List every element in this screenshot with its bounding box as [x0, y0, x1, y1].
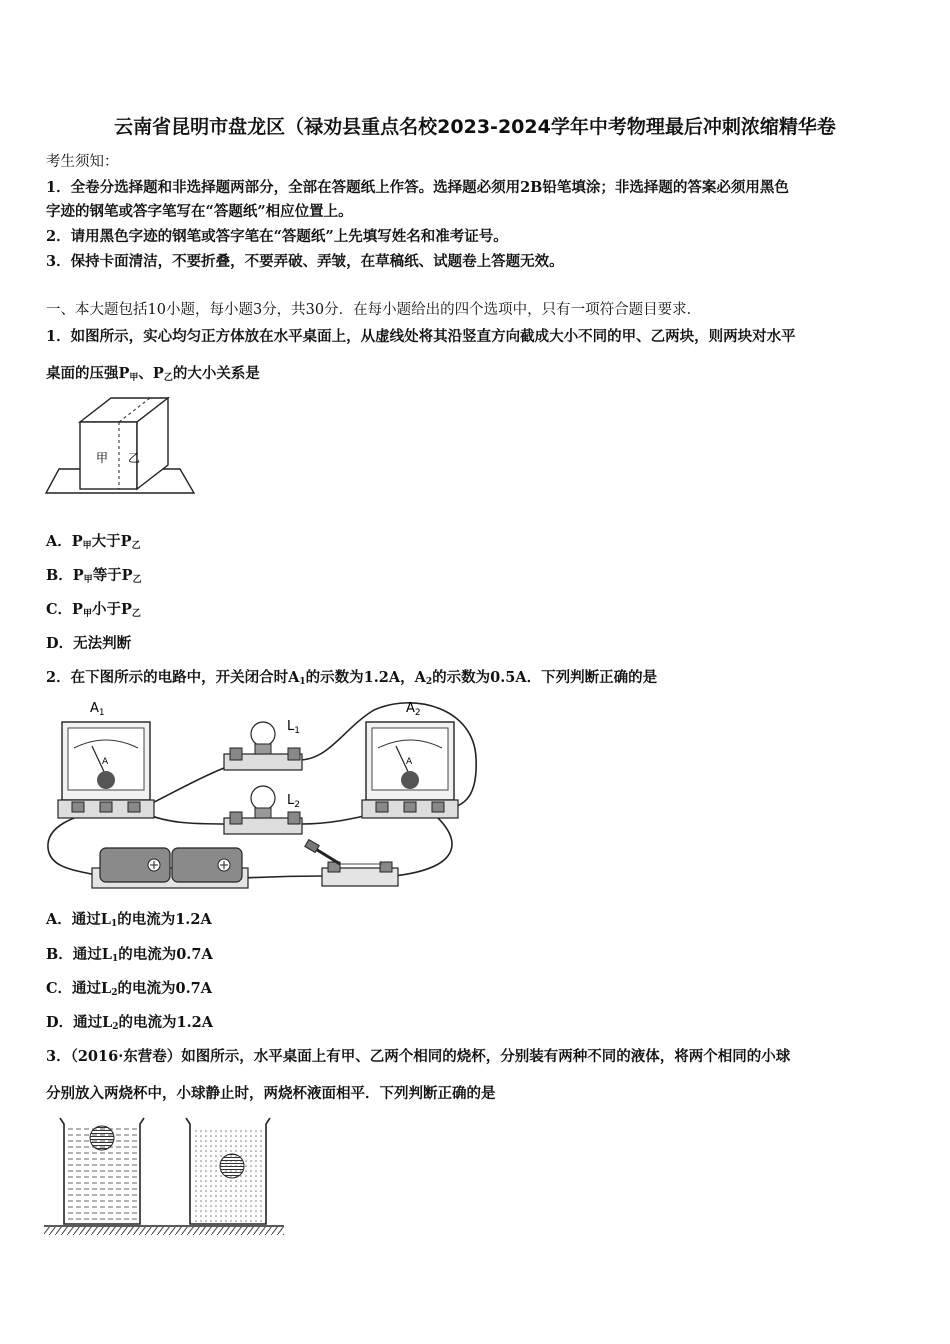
- svg-text:A: A: [406, 757, 413, 767]
- a2-label: $A_2$: [406, 701, 421, 718]
- q1-option-d[interactable]: D．无法判断: [46, 635, 132, 652]
- l1-label: $L_1$: [287, 719, 300, 736]
- notice-item-2: 2．请用黑色字迹的钢笔或答字笔在“答题纸”上先填写姓名和准考证号。: [46, 228, 508, 245]
- section-heading: 一、本大题包括10小题，每小题3分，共30分．在每小题给出的四个选项中，只有一项符合题目要求．: [46, 302, 702, 318]
- q3-stem-line1: 3．（2016·东营卷）如图所示，水平桌面上有甲、乙两个相同的烧杯，分别装有两种不同的液体，将两个相同的小球: [46, 1048, 791, 1065]
- q1-option-b[interactable]: B．$P_甲$等于$P_乙$: [46, 567, 142, 585]
- q1-option-c[interactable]: C．$P_甲$小于$P_乙$: [46, 601, 141, 619]
- q1-cube-figure: [44, 395, 196, 500]
- q2-circuit-figure: [44, 698, 490, 896]
- q1-option-a[interactable]: A．$P_甲$大于$P_乙$: [46, 533, 141, 551]
- q3-beakers-figure: [44, 1114, 284, 1236]
- battery-pack: [92, 848, 248, 888]
- q2-option-d[interactable]: D．通过$L_2$的电流为1.2A: [46, 1014, 214, 1032]
- lamp-l2: [224, 786, 302, 834]
- q1-stem-line2: 桌面的压强$P_甲$、$P_乙$的大小关系是: [46, 365, 260, 383]
- q2-option-c[interactable]: C．通过$L_2$的电流为0.7A: [46, 980, 212, 998]
- ammeter-a2: [362, 701, 458, 818]
- svg-text:A: A: [102, 757, 109, 767]
- notice-item-1-cont: 字迹的钢笔或答字笔写在“答题纸”相应位置上。: [46, 203, 353, 220]
- q2-stem: 2．在下图所示的电路中，开关闭合时$A_1$的示数为1.2A，$A_2$的示数为0.5A．下列判断正确的是: [46, 669, 658, 687]
- beaker-jia: [60, 1118, 144, 1224]
- l2-label: $L_2$: [287, 793, 300, 810]
- q2-option-b[interactable]: B．通过$L_1$的电流为0.7A: [46, 946, 213, 964]
- lamp-l1: [224, 719, 302, 770]
- q1-label-yi: 乙: [128, 451, 141, 465]
- q1-stem-line1: 1．如图所示，实心均匀正方体放在水平桌面上，从虚线处将其沿竖直方向截成大小不同的甲、乙两块，则两块对水平: [46, 328, 796, 345]
- notice-item-1: 1．全卷分选择题和非选择题两部分，全部在答题纸上作答。选择题必须用2B铅笔填涂；非选择题的答案必须用黑色: [46, 179, 789, 196]
- beaker-yi: [186, 1118, 270, 1224]
- a1-label: $A_1$: [90, 701, 105, 718]
- q2-option-a[interactable]: A．通过$L_1$的电流为1.2A: [46, 911, 212, 929]
- ammeter-a1: [58, 701, 154, 818]
- notice-item-3: 3．保持卡面清洁，不要折叠，不要弄破、弄皱，在草稿纸、试题卷上答题无效。: [46, 253, 564, 270]
- q3-stem-line2: 分别放入两烧杯中，小球静止时，两烧杯液面相平．下列判断正确的是: [46, 1085, 496, 1102]
- notice-heading: 考生须知：: [46, 154, 119, 170]
- q1-label-jia: 甲: [96, 451, 109, 465]
- knife-switch: [305, 840, 398, 886]
- page-title: 云南省昆明市盘龙区（禄劝县重点名校2023-2024学年中考物理最后冲刺浓缩精华卷: [114, 116, 836, 138]
